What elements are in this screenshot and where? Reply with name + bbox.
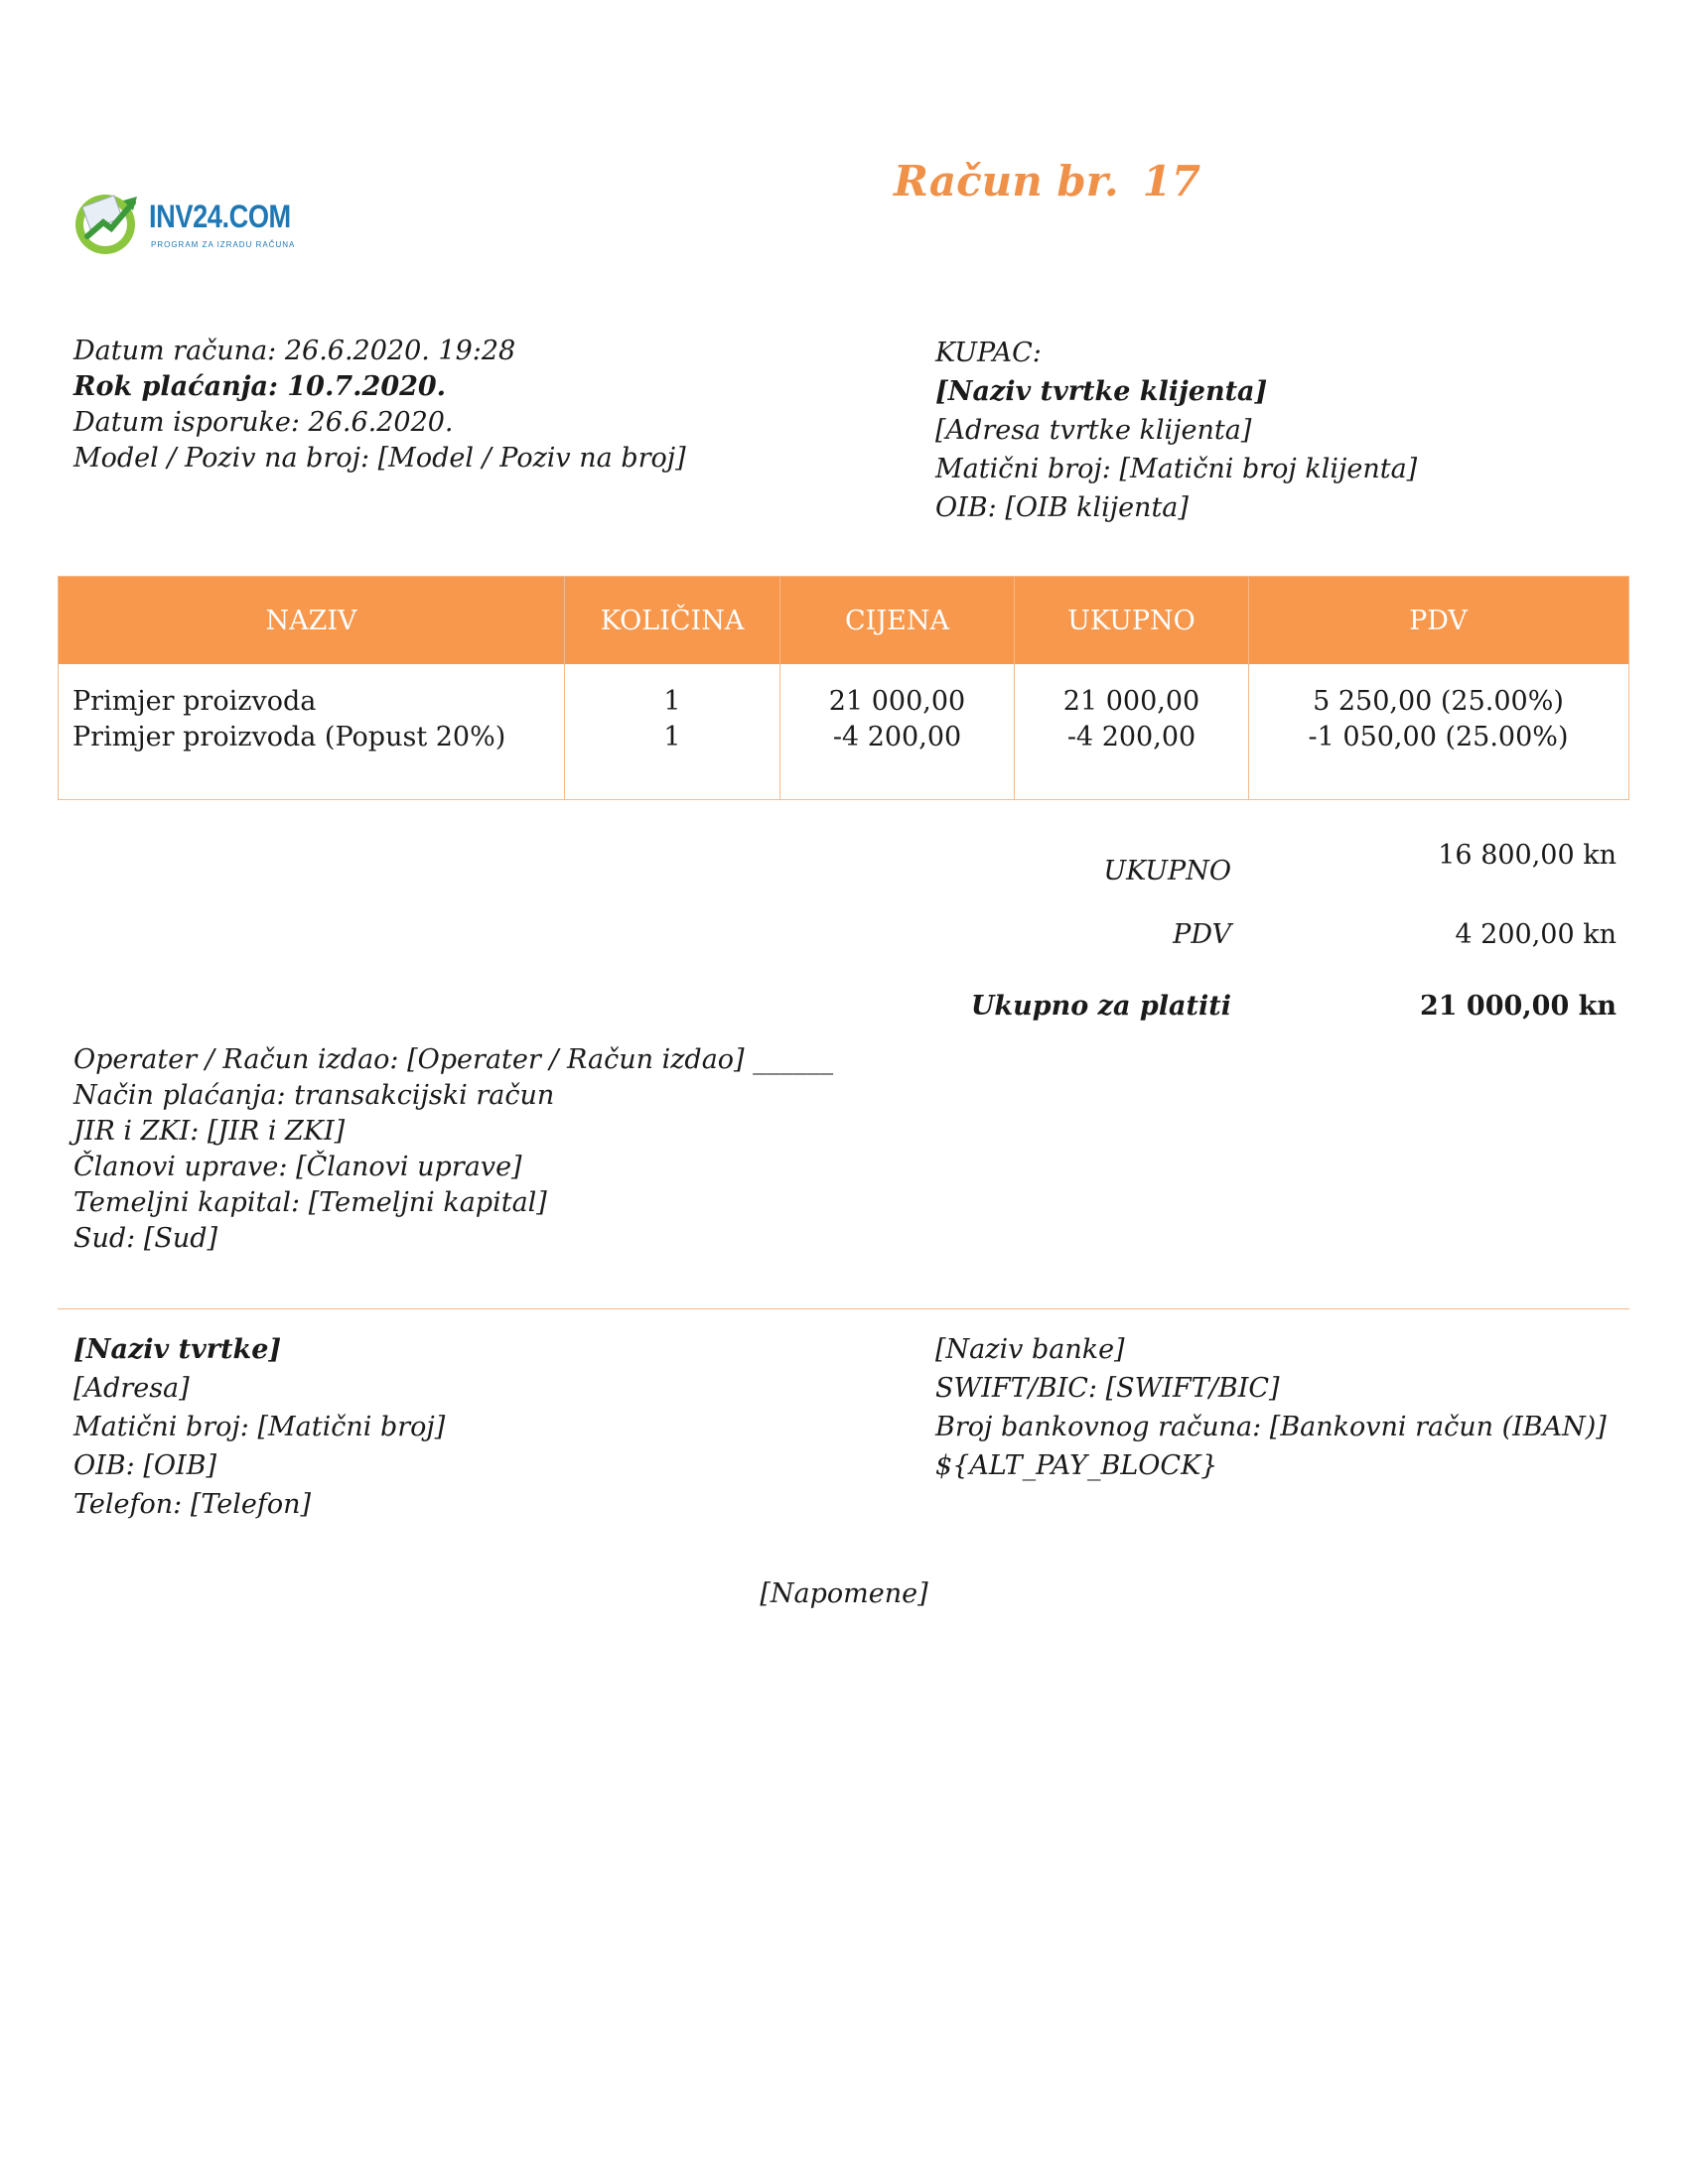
alt-pay-block: ${ALT_PAY_BLOCK}	[935, 1450, 1218, 1481]
cell-row1-ukupno: 21 000,00	[1062, 686, 1200, 717]
delivery-date: Datum isporuke: 26.6.2020.	[73, 407, 454, 438]
buyer-name: [Naziv tvrtke klijenta]	[935, 376, 1268, 407]
buyer-address: [Adresa tvrtke klijenta]	[935, 415, 1252, 446]
cell-row1-naziv: Primjer proizvoda	[72, 686, 317, 717]
cell-row1-kolicina: 1	[663, 686, 681, 717]
seller-block	[73, 1330, 445, 1524]
buyer-registration: Matični broj: [Matični broj klijenta]	[935, 454, 1418, 484]
total-value: 16 800,00 kn	[1438, 840, 1617, 871]
cell-row1-pdv: 5 250,00 (25.00%)	[1313, 686, 1564, 717]
additional-info	[73, 1042, 833, 1257]
cell-row2-cijena: -4 200,00	[832, 722, 962, 752]
cell-row2-ukupno: -4 200,00	[1066, 722, 1196, 752]
seller-oib: OIB: [OIB]	[73, 1450, 217, 1481]
total-label: UKUPNO	[1103, 856, 1231, 887]
invoice-title-label: Račun br.	[894, 157, 1119, 205]
share-capital: Temeljni kapital: [Temeljni kapital]	[73, 1187, 547, 1218]
operator: Operater / Račun izdao: [Operater / Račun izdao] ______	[73, 1044, 834, 1075]
cell-row2-naziv: Primjer proizvoda (Popust 20%)	[72, 722, 506, 752]
bank-account: Broj bankovnog računa: [Bankovni račun (IBAN)]	[935, 1412, 1607, 1442]
column-ukupno	[1015, 577, 1249, 799]
header-kolicina: KOLIČINA	[600, 605, 745, 636]
vat-value: 4 200,00 kn	[1455, 919, 1617, 950]
payment-reference: Model / Poziv na broj: [Model / Poziv na broj]	[73, 443, 686, 474]
jir-zki: JIR i ZKI: [JIR i ZKI]	[73, 1116, 346, 1147]
invoice-title	[894, 157, 1200, 205]
invoice-date: Datum računa: 26.6.2020. 19:28	[73, 336, 516, 366]
cell-row1-cijena: 21 000,00	[828, 686, 966, 717]
invoice-number: 17	[1142, 157, 1201, 205]
column-pdv	[1249, 577, 1627, 799]
seller-name: [Naziv tvrtke]	[73, 1334, 282, 1365]
payment-due: Rok plaćanja: 10.7.2020.	[73, 371, 447, 402]
buyer-block	[935, 334, 1417, 527]
buyer-label: KUPAC:	[935, 338, 1042, 368]
column-cijena	[780, 577, 1015, 799]
seller-registration: Matični broj: [Matični broj]	[73, 1412, 446, 1442]
seller-phone: Telefon: [Telefon]	[73, 1489, 312, 1520]
header-cijena: CIJENA	[845, 605, 949, 636]
bank-swift: SWIFT/BIC: [SWIFT/BIC]	[935, 1373, 1280, 1404]
vat-label: PDV	[1173, 919, 1231, 950]
bank-block	[935, 1330, 1607, 1485]
grand-total-label: Ukupno za platiti	[970, 991, 1231, 1022]
cell-row2-kolicina: 1	[663, 722, 681, 752]
bank-name: [Naziv banke]	[935, 1334, 1125, 1365]
cell-row2-pdv: -1 050,00 (25.00%)	[1308, 722, 1569, 752]
header-ukupno: UKUPNO	[1067, 605, 1196, 636]
header-naziv: NAZIV	[265, 605, 357, 636]
grand-total-value: 21 000,00 kn	[1419, 991, 1617, 1022]
items-table	[58, 576, 1629, 800]
header-pdv: PDV	[1409, 605, 1468, 636]
seller-address: [Adresa]	[73, 1373, 190, 1404]
payment-method: Način plaćanja: transakcijski račun	[73, 1080, 555, 1111]
invoice-meta	[73, 334, 686, 477]
column-kolicina	[565, 577, 780, 799]
notes: [Napomene]	[760, 1578, 928, 1609]
logo-tagline: PROGRAM ZA IZRADU RAČUNA	[151, 240, 296, 249]
court: Sud: [Sud]	[73, 1223, 218, 1254]
column-naziv	[59, 577, 565, 799]
board-members: Članovi uprave: [Članovi uprave]	[73, 1152, 522, 1182]
footer-divider	[58, 1308, 1629, 1309]
logo-name: INV24.COM	[149, 199, 291, 234]
buyer-oib: OIB: [OIB klijenta]	[935, 492, 1189, 523]
